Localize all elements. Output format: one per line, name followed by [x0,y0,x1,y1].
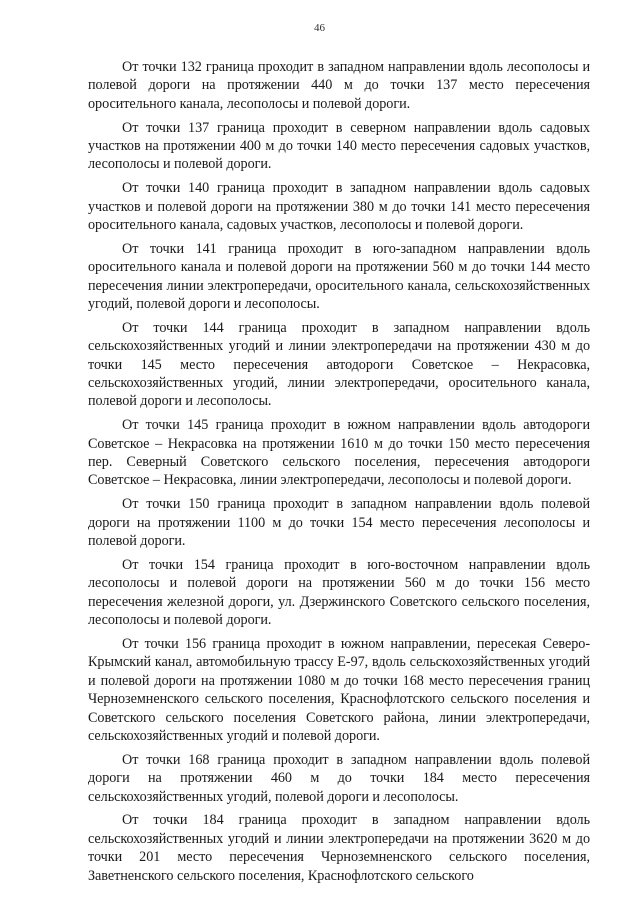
paragraph: От точки 132 граница проходит в западном направлении вдоль лесополосы и полевой дороги на протяжении 440 м до точки 137 место пересечения оросительного канала, лесополосы и полевой дороги. [88,59,590,112]
paragraph: От точки 145 граница проходит в южном направлении вдоль автодороги Советское – Некрасовка на протяжении 1610 м до точки 150 место пересечения пер. Северный Советского сельского поселения, пересечения автодороги Советское – Некрасовка, линии электропередачи, лесополосы и полевой дороги. [88,417,590,489]
paragraph: От точки 154 граница проходит в юго-восточном направлении вдоль лесополосы и полевой дороги на протяжении 560 м до точки 156 место пересечения железной дороги, ул. Дзержинского Советского сельского поселения, лесополосы и полевой дороги. [88,556,590,629]
paragraph: От точки 150 граница проходит в западном направлении вдоль полевой дороги на протяжении 1100 м до точки 154 место пересечения лесополосы и полевой дороги. [88,496,590,550]
paragraph: От точки 168 граница проходит в западном направлении вдоль полевой дороги на протяжении 460 м до точки 184 место пересечения сельскохозяйственных угодий, полевой дороги и лесополосы. [88,751,590,805]
paragraph: От точки 137 граница проходит в северном направлении вдоль садовых участков на протяжении 400 м до точки 140 место пересечения садовых участков, лесополосы и полевой дороги. [88,119,590,173]
paragraph: От точки 141 граница проходит в юго-западном направлении вдоль оросительного канала и полевой дороги на протяжении 560 м до точки 144 место пересечения линии электропередачи, оросительного канала, сельскохозяйственных угодий, полевой дороги и лесополосы. [88,240,590,313]
page-number: 46 [314,22,325,34]
paragraph: От точки 144 граница проходит в западном направлении вдоль сельскохозяйственных угодий и линии электропередачи на протяжении 430 м до точки 145 место пересечения автодороги Советское – Некрасовка, сельскохозяйственных угодий, линии электропередачи, оросительного канала, полевой дороги и лесополосы. [88,319,590,410]
paragraph: От точки 140 граница проходит в западном направлении вдоль садовых участков и полевой дороги на протяжении 380 м до точки 141 место пересечения оросительного канала, садовых участков, лесополосы и полевой дороги. [88,180,590,234]
document-body [88,58,590,885]
paragraph: От точки 184 граница проходит в западном направлении вдоль сельскохозяйственных угодий и линии электропередачи на протяжении 3620 м до точки 201 место пересечения Черноземненского сельского поселения, Заветненского сельского поселения, Краснофлотского сельского [88,812,590,884]
paragraph: От точки 156 граница проходит в южном направлении, пересекая Северо-Крымский канал, автомобильную трассу Е-97, вдоль сельскохозяйственных угодий и полевой дороги на протяжении 1080 м до точки 168 место пересечения границ Черноземненского сельского поселения, Краснофлотского сельского поселения и Советского сельского поселения Советского района, линии электропередачи, сельскохозяйственных угодий и полевой дороги. [88,635,590,744]
